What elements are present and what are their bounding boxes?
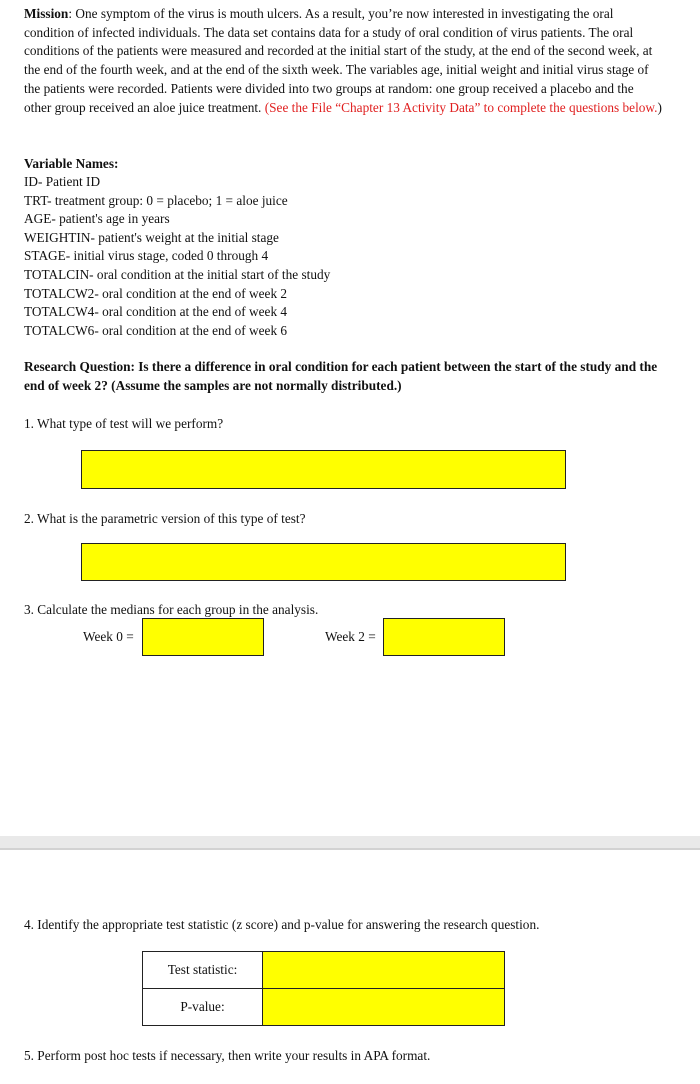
variable-item: AGE- patient's age in years (24, 211, 170, 227)
question-2: 2. What is the parametric version of this type of test? (24, 511, 306, 526)
page-break-edge (0, 848, 700, 850)
week-2-median-input[interactable] (383, 618, 505, 656)
page-break (0, 836, 700, 848)
data-file-reference: (See the File “Chapter 13 Activity Data” to complete the questions below. (264, 99, 658, 115)
variable-item: TOTALCW4- oral condition at the end of week 4 (24, 304, 288, 320)
answer-box-q1[interactable] (81, 450, 566, 489)
p-value-label: P-value: (143, 989, 263, 1026)
question-4: 4. Identify the appropriate test statistic (z score) and p-value for answering the research question. (24, 917, 540, 932)
variable-item: WEIGHTIN- patient's weight at the initial stage (24, 229, 279, 245)
test-statistic-input[interactable] (263, 952, 505, 989)
variable-item: TRT- treatment group: 0 = placebo; 1 = aloe juice (24, 192, 288, 208)
variable-item: ID- Patient ID (24, 174, 101, 189)
p-value-input[interactable] (263, 989, 505, 1026)
question-1: 1. What type of test will we perform? (24, 416, 224, 431)
test-statistic-table (142, 951, 505, 1026)
test-statistic-label: Test statistic: (143, 952, 263, 989)
mission-text: : One symptom of the virus is mouth ulcers. As a result, you’re now interested in investigating the oral condition of infected individuals. The data set contains data for a study of oral condition of virus patients. The oral conditions of the patients were measured and recorded at the initial start of the study, at the end of the second week, at the end of the fourth week, and at the end of the sixth week. The variables age, initial weight and initial virus stage of the patients were recorded. Patients were divided into two groups at random: one group received a placebo and the other group received an aloe juice treatment. (24, 6, 653, 115)
variable-item: TOTALCW6- oral condition at the end of week 6 (24, 322, 288, 338)
table-row (143, 989, 505, 1026)
mission-paragraph (24, 5, 664, 117)
table-row (143, 952, 505, 989)
question-5: 5. Perform post hoc tests if necessary, then write your results in APA format. (24, 1048, 431, 1063)
mission-close: ) (657, 99, 662, 115)
variable-item: TOTALCIN- oral condition at the initial start of the study (24, 266, 331, 282)
variable-list (24, 173, 330, 340)
variable-item: STAGE- initial virus stage, coded 0 through 4 (24, 248, 269, 264)
mission-label: Mission (24, 6, 69, 21)
variable-names-heading: Variable Names: (24, 156, 119, 171)
week-0-median-input[interactable] (142, 618, 264, 656)
research-question: Research Question: Is there a difference in oral condition for each patient between the start of the study and the end of week 2? (Assume the samples are not normally distributed.) (24, 359, 658, 393)
variable-item: TOTALCW2- oral condition at the end of week 2 (24, 285, 288, 301)
question-3: 3. Calculate the medians for each group in the analysis. (24, 602, 319, 617)
answer-box-q2[interactable] (81, 543, 566, 581)
week-0-label: Week 0 = (83, 629, 134, 644)
week-2-label: Week 2 = (325, 629, 376, 644)
